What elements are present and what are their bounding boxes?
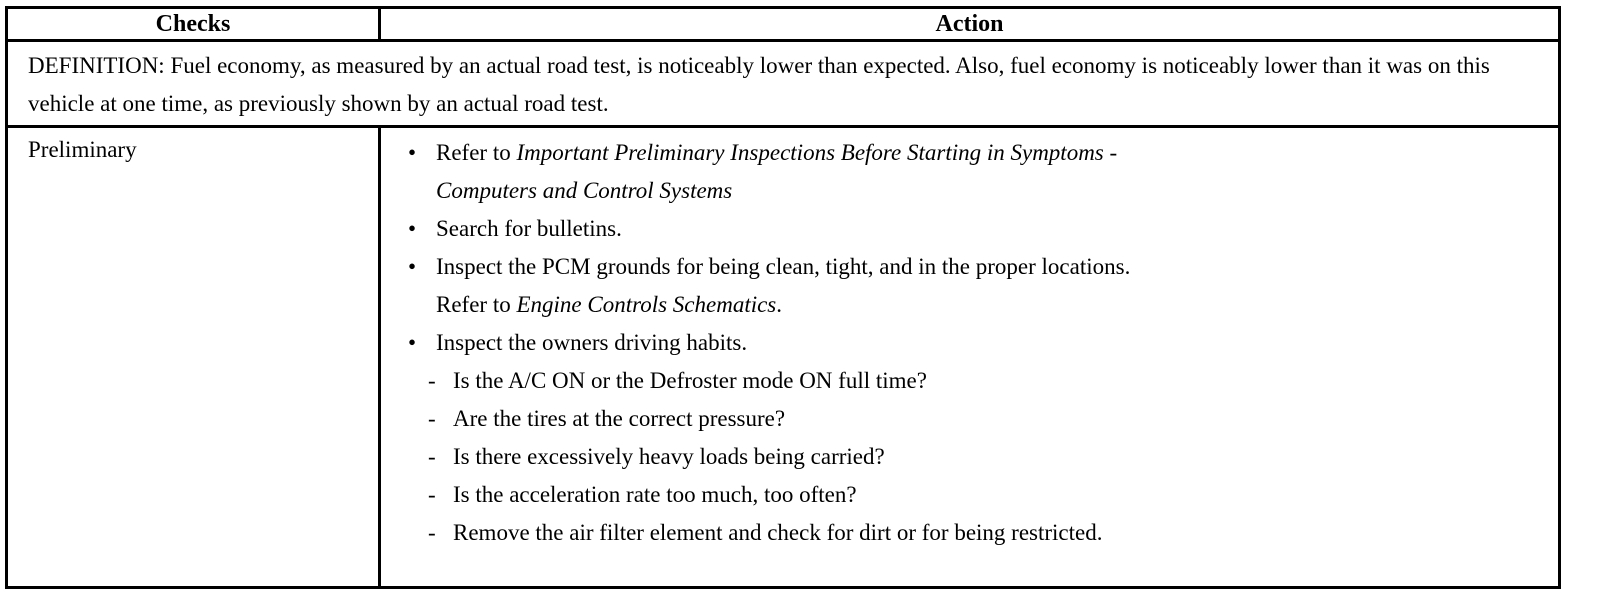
sub-item (408, 438, 1548, 476)
dash-icon: - (428, 520, 436, 545)
bullet-text: . (776, 292, 783, 317)
reference-link-text: Computers and Control Systems (436, 178, 733, 203)
action-bullet-3 (408, 248, 1548, 286)
sub-item (408, 476, 1548, 514)
sub-item (408, 362, 1548, 400)
sub-item (408, 514, 1548, 552)
header-checks: Checks (155, 11, 231, 37)
action-bullet-4 (408, 324, 1548, 362)
dash-icon: - (428, 406, 436, 431)
sub-item-text: Is the acceleration rate too much, too often? (453, 482, 857, 507)
diagnostic-table (5, 6, 1561, 589)
bullet-icon: • (408, 216, 417, 241)
dash-icon: - (428, 444, 436, 469)
action-bullet-1-continuation (408, 172, 1548, 210)
table-row (8, 128, 1558, 586)
bullet-icon: • (408, 330, 417, 355)
check-cell: Preliminary (28, 137, 137, 162)
bullet-text: Inspect the owners driving habits. (436, 330, 748, 355)
reference-link-text: Engine Controls Schematics (516, 292, 777, 317)
sub-item-text: Are the tires at the correct pressure? (453, 406, 786, 431)
bullet-text: Refer to (436, 140, 517, 165)
action-cell (408, 134, 1548, 552)
sub-item-text: Is the A/C ON or the Defroster mode ON full time? (453, 368, 927, 393)
definition-row (8, 42, 1558, 128)
bullet-text: Refer to (436, 292, 517, 317)
sub-item-text: Is there excessively heavy loads being carried? (453, 444, 885, 469)
action-bullet-2 (408, 210, 1548, 248)
bullet-text: Inspect the PCM grounds for being clean, tight, and in the proper locations. (436, 254, 1131, 279)
reference-link-text: Important Preliminary Inspections Before Starting in Symptoms - (516, 140, 1118, 165)
column-divider (378, 128, 381, 586)
bullet-icon: • (408, 140, 417, 165)
dash-icon: - (428, 482, 436, 507)
dash-icon: - (428, 368, 436, 393)
action-bullet-1 (408, 134, 1548, 172)
header-action: Action (935, 11, 1004, 37)
table-header-row (8, 9, 1558, 42)
bullet-icon: • (408, 254, 417, 279)
action-bullet-3-continuation (408, 286, 1548, 324)
sub-item-text: Remove the air filter element and check for dirt or for being restricted. (453, 520, 1103, 545)
definition-text: DEFINITION: Fuel economy, as measured by an actual road test, is noticeably lower than expected. Also, fuel economy is noticeably lower than it was on this vehicle at one time, as previously shown by an actual road test. (28, 53, 1490, 116)
sub-item (408, 400, 1548, 438)
bullet-text: Search for bulletins. (436, 216, 622, 241)
